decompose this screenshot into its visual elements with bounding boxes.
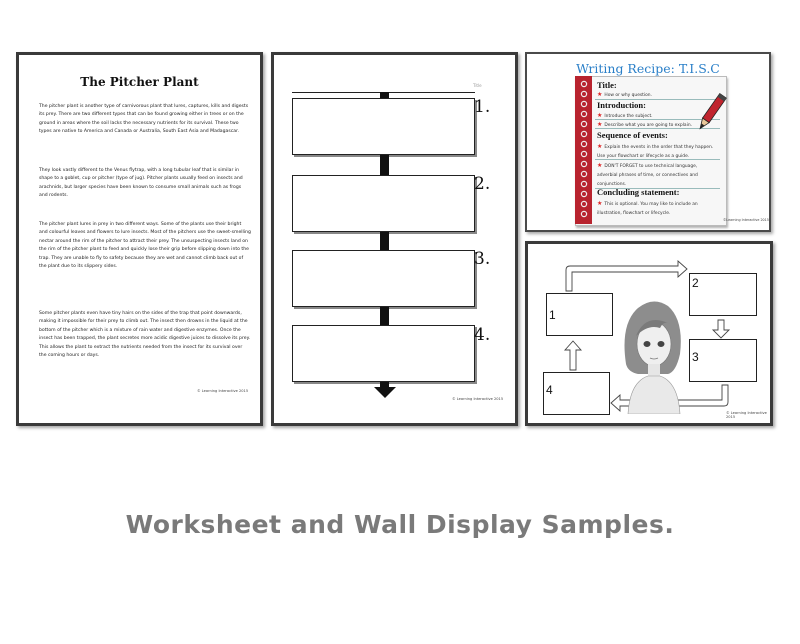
cycle-label-4: 4 — [546, 383, 553, 397]
recipe-item: ★ Introduce the subject. — [597, 112, 653, 119]
connector-2 — [380, 232, 389, 250]
paragraph-3: The pitcher plant lures in prey in two different ways. Some of the plants use their bright and colourful leaves and flowers to lure insects. Most of the pitchers use the sweet-smelling nectar around the rim of the pitcher to attract their prey. The unsuspecting insects land on the rim of the pitcher plant to feed and quickly lose their grip before slipping down into the trap. They are unable to fly to safety because they are wet and cannot climb back out of the plant due to its slippery sides. — [39, 222, 251, 270]
cycle-label-3: 3 — [692, 350, 699, 364]
paragraph-4: Some pitcher plants even have tiny hairs on the sides of the trap that point downwards, making it impossible for their prey to climb out. The insect then drowns in the liquid at the bottom of the pitcher which is a mixture of rain water and digestive enzymes. Once the insect has been trapped, the plant secretes more acidic digestive juices to dissolve its prey. This allows the plant to extract the nutrients needed from the insect for its survival over the coming hours or days. — [39, 311, 251, 359]
step-number-4: 4. — [474, 325, 491, 345]
pencil-icon — [695, 92, 727, 134]
flow-box-3[interactable] — [292, 250, 475, 307]
arrow-up-icon — [565, 341, 581, 370]
lifecycle-worksheet — [525, 241, 773, 426]
step-number-2: 2. — [474, 174, 491, 194]
worksheet-title: The Pitcher Plant — [80, 75, 199, 89]
arrow-down-icon — [713, 320, 729, 338]
star-icon: ★ — [597, 112, 603, 119]
reading-worksheet — [16, 52, 263, 426]
connector-3 — [380, 307, 389, 325]
caption: Worksheet and Wall Display Samples. — [125, 510, 675, 539]
star-icon: ★ — [597, 91, 603, 98]
flowchart-worksheet — [271, 52, 518, 426]
flow-box-4[interactable] — [292, 325, 475, 382]
connector-1 — [380, 155, 389, 175]
copyright: © Learning Interactive 2015 — [726, 411, 767, 419]
girl-illustration-icon — [618, 294, 688, 414]
recipe-item: ★ Describe what you are going to explain. — [597, 121, 693, 128]
recipe-heading: Writing Recipe: T.I.S.C — [576, 61, 720, 76]
section-concluding: Concluding statement: — [597, 187, 680, 197]
step-number-3: 3. — [474, 249, 491, 269]
star-icon: ★ — [597, 162, 603, 169]
recipe-item: ★ Explain the events in the order that they happen. Use your flowchart or lifecycle as a guide. — [597, 143, 714, 159]
paragraph-2: They look vastly different to the Venus flytrap, with a long tubular leaf that is similar in shape to a goblet, cup or pitcher (type of jug). Pitcher plants usually feed on insects and arachnids, but larger species have been known to consume small animals such as frogs and rodents. — [39, 168, 243, 199]
copyright: © Learning Interactive 2015 — [197, 389, 249, 393]
writing-recipe-poster — [525, 52, 771, 232]
cycle-label-1: 1 — [549, 308, 556, 322]
section-introduction: Introduction: — [597, 100, 646, 110]
star-icon: ★ — [597, 121, 603, 128]
section-sequence: Sequence of events: — [597, 130, 668, 140]
paragraph-1: The pitcher plant is another type of carnivorous plant that lures, captures, kills and digests its prey. There are two different types that can be found growing either in trees or on the ground in areas where the soil lacks the necessary nutrients for its survival. These two types are native to America and Canada or Australia, South East Asia and Madagascar. — [39, 104, 249, 135]
arrow-right-icon — [566, 261, 687, 291]
copyright: © Learning Interactive 2015 — [452, 397, 504, 401]
down-arrow-icon — [374, 387, 396, 399]
recipe-item: ★ DON'T FORGET to use technical language, adverbial phrases of time, or connectives and conjunctions. — [597, 162, 698, 187]
step-number-1: 1. — [474, 97, 491, 117]
recipe-item: ★ How or why question. — [597, 91, 652, 98]
copyright: ©Learning Interactive 2015 — [723, 218, 769, 222]
flow-box-1[interactable] — [292, 98, 475, 155]
title-label: Title — [473, 83, 482, 88]
star-icon: ★ — [597, 200, 603, 207]
spiral-rings-icon — [579, 80, 589, 220]
cycle-label-2: 2 — [692, 276, 699, 290]
section-title: Title: — [597, 80, 617, 90]
star-icon: ★ — [597, 143, 603, 150]
flow-box-2[interactable] — [292, 175, 475, 232]
recipe-item: ★ This is optional. You may like to include an illustration, flowchart or lifecycle. — [597, 200, 698, 216]
